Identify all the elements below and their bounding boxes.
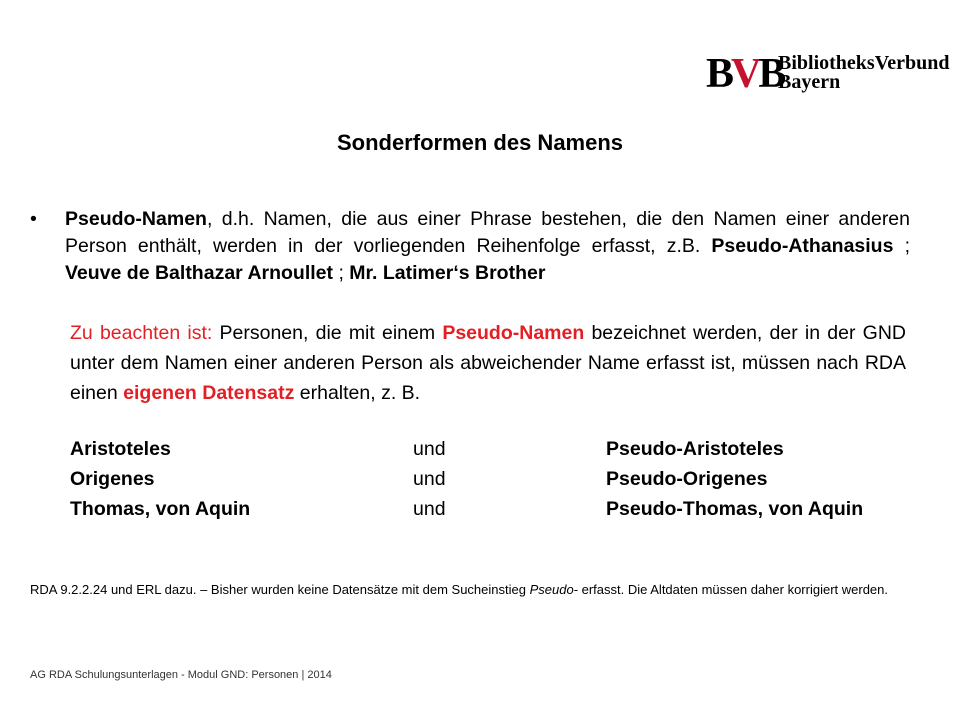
footnote-text1: RDA 9.2.2.24 und ERL dazu. – Bisher wurden keine Datensätze mit dem Sucheinstieg <box>30 582 530 597</box>
example-row <box>70 434 940 464</box>
bullet-sep2: ; <box>333 262 350 284</box>
bullet-pseudo-names <box>30 206 910 287</box>
footnote <box>30 580 930 600</box>
bullet-text <box>65 206 910 287</box>
page-footer: AG RDA Schulungsunterlagen - Modul GND: Personen | 2014 <box>30 669 332 681</box>
footnote-italic: Pseudo- <box>529 582 579 597</box>
note-text3: erhalten, z. B. <box>294 382 421 404</box>
note-text2: bezeichnet werden, der in der GND unter dem Namen einer anderen Person als abweichender Name erfasst ist, müssen nach RDA einen <box>70 322 907 404</box>
note-term: Pseudo-Namen <box>442 322 585 344</box>
bullet-sep1: ; <box>893 235 910 257</box>
bvb-logo-mark <box>706 52 783 96</box>
logo-mark-b2: B <box>758 51 784 97</box>
bvb-logo <box>706 50 950 100</box>
bullet-dot: • <box>30 208 37 230</box>
logo-line2: Bayern <box>778 71 841 93</box>
example-name: Aristoteles <box>70 438 171 460</box>
bullet-example-1: Pseudo-Athanasius <box>711 235 894 257</box>
example-conjunction: und <box>413 498 446 520</box>
note-label: Zu beachten ist: <box>70 322 213 344</box>
example-name: Thomas, von Aquin <box>70 498 251 520</box>
bullet-example-3: Mr. Latimer‘s Brother <box>349 262 546 284</box>
logo-mark-b1: B <box>706 51 732 97</box>
bullet-text1: , d.h. Namen, die aus einer Phrase bestehen, die den Namen einer anderen Person enthält, werden in der vorliegenden Reihenfolge erfasst, z.B. <box>65 208 910 257</box>
example-row <box>70 464 940 494</box>
example-pseudo-name: Pseudo-Aristoteles <box>606 438 784 460</box>
example-conjunction: und <box>413 468 446 490</box>
example-row <box>70 494 940 524</box>
logo-line1: BibliotheksVerbund <box>778 52 950 74</box>
example-name: Origenes <box>70 468 155 490</box>
examples-table <box>70 434 940 524</box>
bullet-example-2: Veuve de Balthazar Arnoullet <box>65 262 334 284</box>
note-term2: eigenen Datensatz <box>123 382 295 404</box>
note-paragraph <box>70 318 906 408</box>
bullet-term: Pseudo-Namen <box>65 208 207 230</box>
example-pseudo-name: Pseudo-Origenes <box>606 468 768 490</box>
note-text1: Personen, die mit einem <box>212 322 443 344</box>
footnote-text2: erfasst. Die Altdaten müssen daher korrigiert werden. <box>578 582 888 597</box>
bvb-logo-text <box>778 54 950 92</box>
example-conjunction: und <box>413 438 446 460</box>
logo-mark-v: V <box>731 51 759 97</box>
page-title: Sonderformen des Namens <box>336 130 624 155</box>
example-pseudo-name: Pseudo-Thomas, von Aquin <box>606 498 864 520</box>
